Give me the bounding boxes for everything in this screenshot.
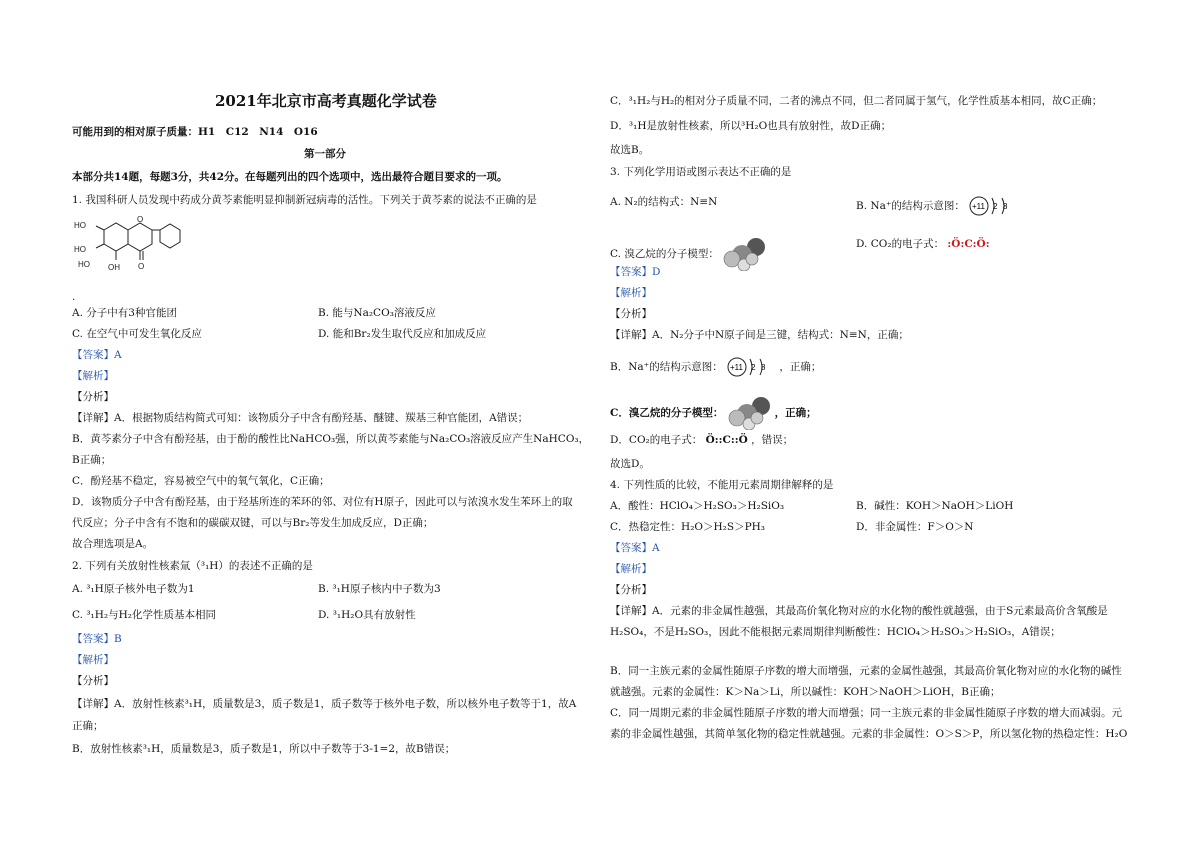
q3-explain-c-text: C．溴乙烷的分子模型： [610, 407, 724, 419]
question-1-stem: 1. 我国科研人员发现中药成分黄芩素能明显抑制新冠病毒的活性。下列关于黄芩素的说法不正确的是 [72, 194, 537, 206]
q3-answer: 【答案】D [610, 266, 661, 278]
mol-label-oh: OH [108, 263, 120, 272]
na-shell-2: 8 [1003, 202, 1008, 211]
q3-fenxi-label: 【分析】 [610, 308, 652, 320]
q2-option-c: C. ³₁H₂与H₂化学性质基本相同 [72, 609, 216, 621]
part-heading: 第一部分 [304, 148, 346, 160]
relative-atomic-masses: 可能用到的相对原子质量：H1 C12 N14 O16 [72, 126, 318, 138]
q3-explain-c [610, 396, 817, 430]
q3-explain-c-tail: ，正确； [774, 407, 817, 419]
page-title: 2021年北京市高考真题化学试卷 [215, 92, 437, 110]
q3-explain-b-text: B．Na⁺的结构示意图： [610, 361, 723, 373]
mol-label-ho-1: HO [74, 221, 86, 230]
bromoethane-model-image [722, 237, 766, 271]
q4-explain-4: 就越强。元素的金属性：K＞Na＞Li，所以碱性：KOH＞NaOH＞LiOH，B正确； [610, 686, 1001, 698]
mol-label-ho-2: HO [74, 245, 86, 254]
q2-analysis-label: 【解析】 [72, 654, 114, 666]
q2-option-a: A. ³₁H原子核外电子数为1 [72, 583, 195, 595]
na-nucleus-label-2: +11 [730, 363, 744, 372]
q1-answer: 【答案】A [72, 349, 122, 361]
q4-explain-3: B．同一主族元素的金属性随原子序数的增大而增强，元素的金属性越强，其最高价氧化物对应的水化物的碱性 [610, 665, 1122, 677]
q4-option-a: A．酸性：HClO₄＞H₂SO₃＞H₂SiO₃ [610, 500, 785, 512]
na-ion-structure-diagram-2 [726, 356, 776, 378]
mol-label-o-carbonyl: O [138, 262, 145, 271]
co2-wrong-electron-formula: :Ö:C:Ö: [947, 238, 990, 250]
q2-option-d: D. ³₁H₂O具有放射性 [318, 609, 416, 621]
q4-explain-1: 【详解】A．元素的非金属性越强，其最高价氧化物对应的水化物的酸性就越强，由于S元素最高价含氧酸是 [610, 605, 1108, 617]
q3-option-a: A. N₂的结构式：N≡N [610, 196, 718, 208]
q3-option-d [856, 237, 990, 251]
baicalein-structure-image [72, 216, 182, 282]
q2-fenxi-label: 【分析】 [72, 675, 114, 687]
q2-explain-c: C．³₁H₂与H₂的相对分子质量不同，二者的沸点不同，但二者同属于氢气，化学性质基本相同，故C正确； [610, 95, 1103, 107]
q1-option-a: A. 分子中有3种官能团 [72, 307, 177, 319]
q3-option-d-text: D. CO₂的电子式： [856, 238, 945, 250]
q4-option-b: B．碱性：KOH＞NaOH＞LiOH [856, 500, 1014, 512]
q2-explain-3: B．放射性核素³₁H，质量数是3，质子数是1，所以中子数等于3-1=2，故B错误； [72, 743, 456, 755]
q3-option-b [856, 195, 1018, 217]
q2-explain-2: 正确； [72, 720, 104, 732]
q3-conclusion: 故选D。 [610, 458, 650, 470]
q1-fenxi-label: 【分析】 [72, 391, 114, 403]
q2-answer: 【答案】B [72, 633, 122, 645]
q1-explain-6: 代反应；分子中含有不饱和的碳碳双键，可以与Br₂等发生加成反应，D正确； [72, 517, 434, 529]
q4-fenxi-label: 【分析】 [610, 584, 652, 596]
bromoethane-model-image-2 [727, 396, 771, 430]
q4-explain-2: H₂SO₄，不是H₂SO₃，因此不能根据元素周期律判断酸性：HClO₄＞H₂SO₃＞H₂SiO₃，A错误； [610, 626, 1061, 638]
q1-explain-4: C．酚羟基不稳定，容易被空气中的氧气氧化，C正确； [72, 475, 330, 487]
mol-label-o-ring: O [137, 216, 144, 224]
na-ion-structure-diagram [968, 195, 1018, 217]
question-3-stem: 3. 下列化学用语或图示表达不正确的是 [610, 166, 792, 178]
na-shell-1: 2 [993, 202, 998, 211]
na-shell-2b: 8 [761, 363, 766, 372]
q4-answer: 【答案】A [610, 542, 660, 554]
q3-explain-d-text: D．CO₂的电子式： [610, 434, 703, 446]
q4-option-c: C．热稳定性：H₂O＞H₂S＞PH₃ [610, 521, 765, 533]
question-2-stem: 2. 下列有关放射性核素氚（³₁H）的表述不正确的是 [72, 560, 313, 572]
mol-label-ho-3: HO [78, 260, 90, 269]
question-4-stem: 4. 下列性质的比较，不能用元素周期律解释的是 [610, 479, 834, 491]
q4-analysis-label: 【解析】 [610, 563, 652, 575]
q1-analysis-label: 【解析】 [72, 370, 114, 382]
q1-conclusion: 故合理选项是A。 [72, 538, 154, 550]
q2-option-b: B. ³₁H原子核内中子数为3 [318, 583, 441, 595]
ring-a [104, 223, 128, 251]
q1-explain-5: D．该物质分子中含有酚羟基，由于羟基所连的苯环的邻、对位有H原子，因此可以与浓溴水发生苯环上的取 [72, 496, 573, 508]
q2-conclusion: 故选B。 [610, 144, 650, 156]
q1-explain-1: 【详解】A．根据物质结构简式可知：该物质分子中含有酚羟基、醚键、羰基三种官能团，A错误； [72, 412, 529, 424]
na-nucleus-label: +11 [972, 202, 986, 211]
image-anchor-dot: . [72, 291, 76, 303]
q4-explain-6: 素的非金属性越强，其简单氢化物的稳定性就越强。元素的非金属性：O＞S＞P，所以氢化物的热稳定性：H₂O [610, 728, 1128, 740]
q3-option-b-text: B. Na⁺的结构示意图： [856, 200, 965, 212]
q3-option-c-text: C. 溴乙烷的分子模型： [610, 248, 719, 260]
q3-explain-d [610, 433, 793, 447]
q3-explain-b-tail: ，正确； [779, 361, 822, 373]
q3-explain-a: 【详解】A．N₂分子中N原子间是三键，结构式：N≡N，正确； [610, 329, 909, 341]
q3-explain-d-tail: ，错误； [751, 434, 794, 446]
q4-explain-5: C．同一周期元素的非金属性随原子序数的增大而增强；同一主族元素的非金属性随原子序数的增大而减弱。元 [610, 707, 1123, 719]
q2-explain-d: D．³₁H是放射性核素，所以³H₂O也具有放射性，故D正确； [610, 120, 892, 132]
ring-b [160, 224, 180, 248]
q1-option-d: D. 能和Br₂发生取代反应和加成反应 [318, 328, 487, 340]
q1-option-c: C. 在空气中可发生氧化反应 [72, 328, 202, 340]
ring-c [128, 223, 152, 251]
co2-correct-electron-formula: Ö::C::Ö [705, 434, 748, 446]
q3-analysis-label: 【解析】 [610, 287, 652, 299]
instructions: 本部分共14题，每题3分，共42分。在每题列出的四个选项中，选出最符合题目要求的一项。 [72, 171, 508, 183]
q4-option-d: D．非金属性：F＞O＞N [856, 521, 974, 533]
q2-explain-1: 【详解】A．放射性核素³₁H，质量数是3，质子数是1，质子数等于核外电子数，所以核外电子数等于1，故A [72, 698, 577, 710]
q3-explain-b [610, 356, 821, 378]
na-shell-1b: 2 [751, 363, 756, 372]
q1-option-b: B. 能与Na₂CO₃溶液反应 [318, 307, 436, 319]
q1-explain-3: B正确； [72, 454, 112, 466]
q1-explain-2: B．黄芩素分子中含有酚羟基，由于酚的酸性比NaHCO₃强，所以黄芩素能与Na₂CO₃溶液反应产生NaHCO₃， [72, 433, 590, 445]
